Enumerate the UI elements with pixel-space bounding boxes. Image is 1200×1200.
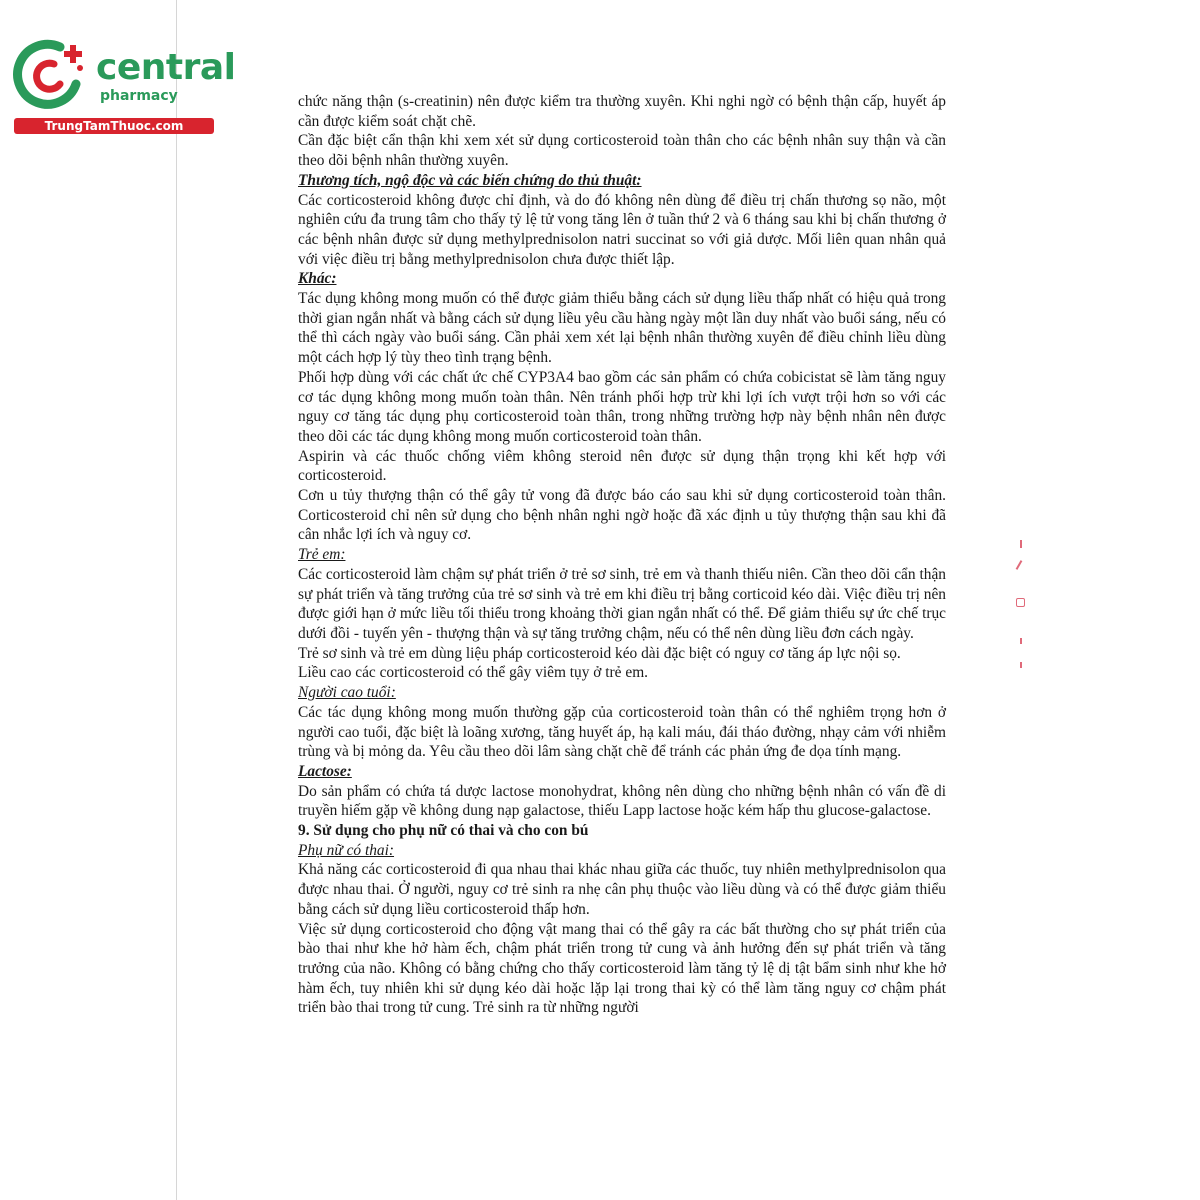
section-heading: Phụ nữ có thai: (298, 841, 395, 859)
section-heading: Lactose: (298, 762, 352, 780)
paragraph: Aspirin và các thuốc chống viêm không steroid nên được sử dụng thận trọng khi kết hợp với corticosteroid. (298, 447, 946, 485)
paragraph: Trẻ sơ sinh và trẻ em dùng liệu pháp corticosteroid kéo dài đặc biệt có nguy cơ tăng áp lực nội sọ. (298, 644, 901, 662)
logo-subtitle: pharmacy (100, 88, 178, 104)
document-body (298, 92, 946, 1018)
paragraph: Cần đặc biệt cẩn thận khi xem xét sử dụng corticosteroid toàn thân cho các bệnh nhân suy thận và cần theo dõi bệnh nhân thường xuyên. (298, 132, 946, 170)
paragraph: Tác dụng không mong muốn có thể được giảm thiểu bằng cách sử dụng liều thấp nhất có hiệu quả trong thời gian ngắn nhất và bằng cách sử dụng liều yêu cầu hàng ngày một lần duy nhất vào buổi sáng, nếu có thể thì cách ngày vào buổi sáng. Cần phải xem xét lại bệnh nhân thường xuyên để điều chỉnh liều dùng một cách hợp lý tùy theo tình trạng bệnh. (298, 290, 946, 367)
central-pharmacy-logo-icon (10, 38, 92, 114)
logo-brand-name: central (96, 47, 236, 88)
paragraph: chức năng thận (s-creatinin) nên được kiểm tra thường xuyên. Khi nghi ngờ có bệnh thận cấp, huyết áp cần được kiểm soát chặt chẽ. (298, 93, 946, 130)
logo-website-banner: TrungTamThuoc.com (14, 118, 214, 134)
scan-artifact-marks (1014, 540, 1026, 680)
paragraph: Khả năng các corticosteroid đi qua nhau thai khác nhau giữa các thuốc, tuy nhiên methylprednisolon qua được nhau thai. Ở người, nguy cơ trẻ sinh ra nhẹ cân phụ thuộc vào liều dùng và có thể được giảm thiểu bằng cách sử dụng liều corticosteroid thấp hơn. (298, 861, 946, 918)
section-heading: Người cao tuổi: (298, 684, 396, 702)
paragraph: Các tác dụng không mong muốn thường gặp của corticosteroid toàn thân có thể nghiêm trọng hơn ở người cao tuổi, đặc biệt là loãng xương, tăng huyết áp, hạ kali máu, đái tháo đường, nhạy cảm với nhiễm trùng và bị mỏng da. Yêu cầu theo dõi lâm sàng chặt chẽ để tránh các phản ứng đe dọa tính mạng. (298, 703, 946, 761)
section-heading: Trẻ em: (298, 546, 346, 564)
paragraph: Các corticosteroid làm chậm sự phát triển ở trẻ sơ sinh, trẻ em và thanh thiếu niên. Cần theo dõi cẩn thận sự phát triển và tăng trưởng của trẻ sơ sinh và trẻ em khi điều trị bằng corticoid kéo dài. Việc điều trị nên được giới hạn ở mức liều tối thiểu trong khoảng thời gian ngắn nhất có thể. Để giảm thiểu sự ức chế trục dưới đồi - tuyến yên - thượng thận và sự tăng trưởng chậm, nếu có thể nên dùng liều đơn cách ngày. (298, 565, 946, 642)
paper-edge (176, 0, 177, 1200)
paragraph: Các corticosteroid không được chỉ định, và do đó không nên dùng để điều trị chấn thương sọ não, một nghiên cứu đa trung tâm cho thấy tỷ lệ tử vong tăng lên ở tuần thứ 2 và 6 tháng sau khi bị chấn thương ở các bệnh nhân được sử dụng methylprednisolon natri succinat so với giả dược. Mối liên quan nhân quả với việc điều trị bằng methylprednisolon chưa được thiết lập. (298, 191, 946, 268)
paragraph: Liều cao các corticosteroid có thể gây viêm tụy ở trẻ em. (298, 664, 649, 682)
paragraph: Phối hợp dùng với các chất ức chế CYP3A4 bao gồm các sản phẩm có chứa cobicistat sẽ làm tăng nguy cơ tác dụng không mong muốn toàn thân. Nên tránh phối hợp trừ khi lợi ích vượt trội hơn so với các nguy cơ tăng tác dụng phụ corticosteroid toàn thân, trong những trường hợp này bệnh nhân nên được theo dõi các tác dụng không mong muốn corticosteroid toàn thân. (298, 368, 946, 445)
section-heading: 9. Sử dụng cho phụ nữ có thai và cho con bú (298, 822, 589, 840)
paragraph: Việc sử dụng corticosteroid cho động vật mang thai có thể gây ra các bất thường cho sự phát triển của bào thai như khe hở hàm ếch, chậm phát triển trong tử cung và ảnh hưởng đến sự phát triển và tăng trưởng của não. Không có bằng chứng cho thấy corticosteroid làm tăng tỷ lệ dị tật bẩm sinh như khe hở hàm ếch, tuy nhiên khi sử dụng kéo dài hoặc lặp lại trong thai kỳ có thể làm tăng nguy cơ chậm phát triển bào thai trong tử cung. Trẻ sinh ra từ những người (298, 920, 946, 1017)
paragraph: Do sản phẩm có chứa tá dược lactose monohydrat, không nên dùng cho những bệnh nhân có vấn đề di truyền hiếm gặp về không dung nạp galactose, thiếu Lapp lactose hoặc kém hấp thu glucose-galactose. (298, 782, 946, 820)
section-heading: Thương tích, ngộ độc và các biến chứng do thủ thuật: (298, 171, 642, 189)
section-heading: Khác: (298, 270, 337, 288)
central-pharmacy-logo[interactable] (10, 38, 236, 138)
paragraph: Cơn u tủy thượng thận có thể gây tử vong đã được báo cáo sau khi sử dụng corticosteroid toàn thân. Corticosteroid chỉ nên sử dụng cho bệnh nhân nghi ngờ hoặc đã xác định u tủy thượng thận sau khi đã cân nhắc lợi ích và nguy cơ. (298, 487, 946, 544)
